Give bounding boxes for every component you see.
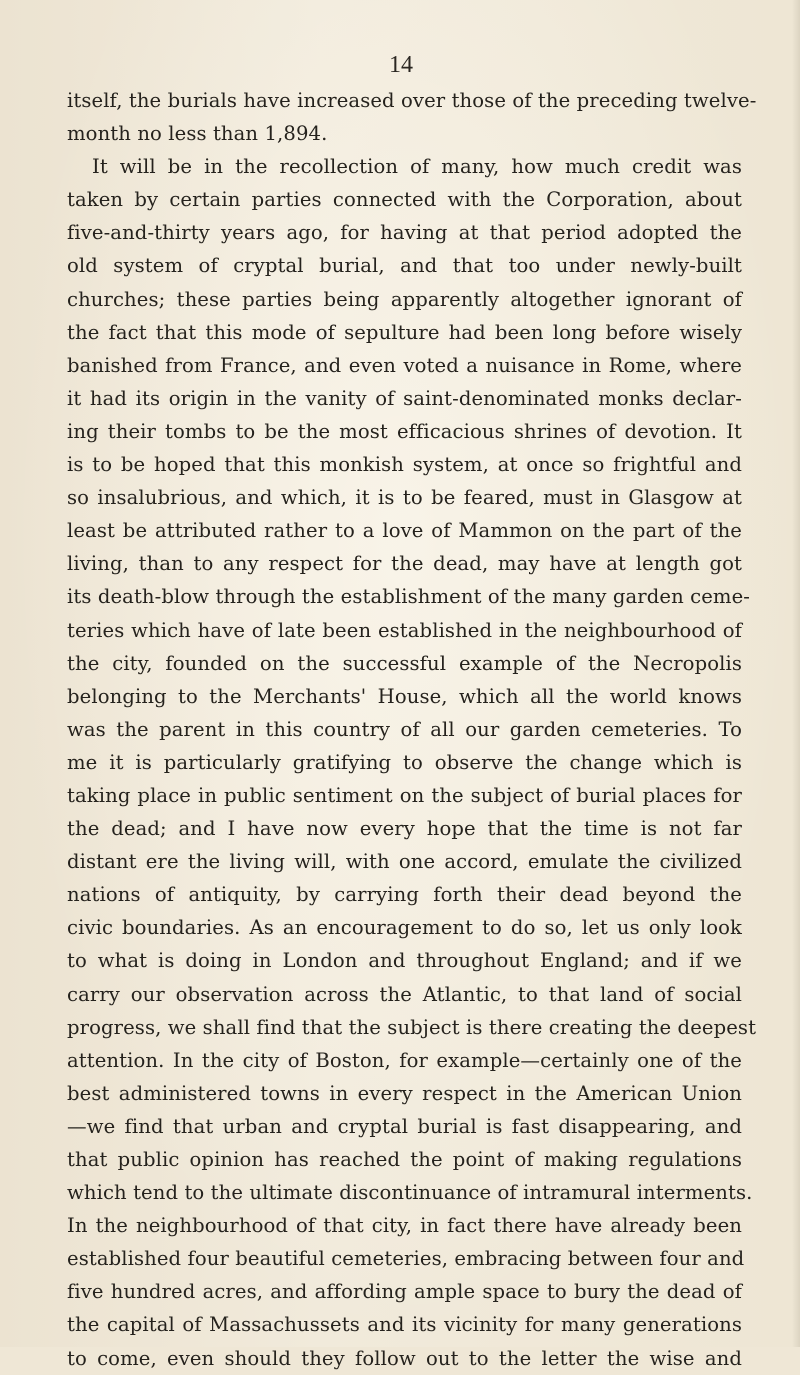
text-line: attention. In the city of Boston, for example—certainly one of the	[67, 1048, 742, 1072]
text-line: ing their tombs to be the most efficacious shrines of devotion. It	[67, 419, 742, 443]
text-line: living, than to any respect for the dead, may have at length got	[67, 552, 742, 576]
text-line: banished from France, and even voted a nuisance in Rome, where	[67, 353, 742, 377]
text-line: to what is doing in London and throughout England; and if we	[67, 949, 742, 973]
text-line: churches; these parties being apparently altogether ignorant of	[67, 287, 742, 311]
text-line: the fact that this mode of sepulture had been long before wisely	[67, 320, 742, 344]
text-line: five-and-thirty years ago, for having at that period adopted the	[67, 221, 742, 245]
text-line: the capital of Massachussets and its vicinity for many generations	[67, 1313, 742, 1337]
page-edge-shadow	[792, 0, 800, 1347]
text-line: five hundred acres, and affording ample space to bury the dead of	[67, 1280, 742, 1304]
text-line: best administered towns in every respect in the American Union	[67, 1081, 742, 1105]
text-line: itself, the burials have increased over those of the preceding twelve-	[67, 89, 757, 112]
text-line: progress, we shall find that the subject is there creating the deepest	[67, 1015, 757, 1039]
text-line: which tend to the ultimate discontinuance of intramural interments.	[67, 1181, 753, 1205]
text-line: teries which have of late been established in the neighbourhood of	[67, 618, 742, 642]
text-line: distant ere the living will, with one accord, emulate the civilized	[67, 850, 742, 874]
text-line: me it is particularly gratifying to observe the change which is	[67, 750, 742, 774]
text-line: to come, even should they follow out to the letter the wise and	[67, 1346, 742, 1370]
text-line: civic boundaries. As an encouragement to do so, let us only look	[67, 916, 742, 940]
body-text	[67, 84, 757, 1375]
text-line: nations of antiquity, by carrying forth their dead beyond the	[67, 883, 742, 907]
text-line: is to be hoped that this monkish system, at once so frightful and	[67, 453, 742, 477]
text-line: the city, founded on the successful example of the Necropolis	[67, 651, 742, 675]
text-line: old system of cryptal burial, and that too under newly-built	[67, 254, 742, 278]
page-number: 14	[389, 52, 413, 78]
text-line: its death-blow through the establishment of the many garden ceme-	[67, 585, 751, 609]
text-line: the dead; and I have now every hope that the time is not far	[67, 817, 742, 841]
text-line: that public opinion has reached the point of making regulations	[67, 1148, 742, 1171]
text-line: least be attributed rather to a love of Mammon on the part of the	[67, 519, 742, 543]
text-line: was the parent in this country of all our garden cemeteries. To	[67, 717, 742, 741]
text-line: belonging to the Merchants' House, which all the world knows	[67, 684, 742, 708]
text-line: it had its origin in the vanity of saint-denominated monks declar-	[67, 386, 742, 410]
text-line: carry our observation across the Atlantic, to that land of social	[67, 982, 742, 1006]
text-line: It will be in the recollection of many, how much credit was	[92, 155, 742, 179]
text-line: so insalubrious, and which, it is to be feared, must in Glasgow at	[67, 486, 742, 510]
text-line: established four beautiful cemeteries, embracing between four and	[67, 1247, 745, 1271]
text-line: taking place in public sentiment on the subject of burial places for	[67, 783, 742, 807]
text-line: —we find that urban and cryptal burial is fast disappearing, and	[67, 1114, 742, 1138]
text-line: In the neighbourhood of that city, in fact there have already been	[67, 1214, 742, 1238]
text-line: month no less than 1,894.	[67, 122, 328, 146]
text-line: taken by certain parties connected with the Corporation, about	[67, 188, 742, 212]
